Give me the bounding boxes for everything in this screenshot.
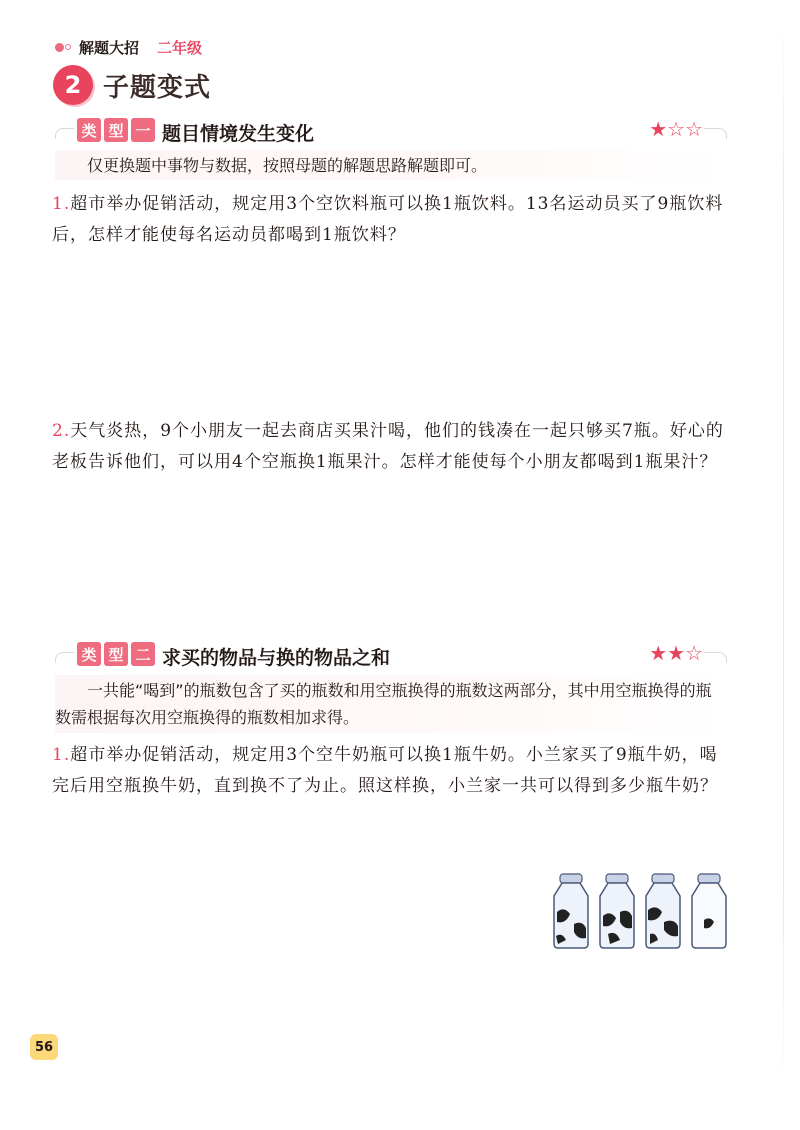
problem-2 [52,416,728,478]
type2-header [55,638,727,674]
type-tag [77,118,158,142]
type1-header [55,114,727,150]
problem-1 [52,189,728,251]
grade-label: 二年级 [157,38,203,57]
problem-number: 1. [52,745,71,765]
problem-1-type2 [52,740,728,802]
section-title [53,65,211,105]
type-title: 题目情境发生变化 [162,123,315,145]
type2-description-band [55,675,727,733]
type1-description-band [55,150,727,180]
milk-bottle-icon [692,874,726,948]
type-title: 求买的物品与换的物品之和 [162,647,391,669]
tag-char: 型 [104,642,128,666]
tag-char: 型 [104,118,128,142]
page-number: 56 [30,1034,58,1060]
milk-bottle-icon [600,874,634,948]
problem-text: 超市举办促销活动，规定用3个空牛奶瓶可以换1瓶牛奶。小兰家买了9瓶牛奶，喝完后用空瓶换牛奶，直到换不了为止。照这样换，小兰家一共可以得到多少瓶牛奶？ [52,745,718,796]
tag-char: 二 [131,642,155,666]
type-description: 一共能“喝到”的瓶数包含了买的瓶数和用空瓶换得的瓶数这两部分，其中用空瓶换得的瓶数需根据每次用空瓶换得的瓶数相加求得。 [55,681,712,727]
type-tag [77,642,158,666]
difficulty-stars-icon: ★☆☆ [649,117,703,141]
tag-char: 一 [131,118,155,142]
tag-char: 类 [77,642,101,666]
bullet-dots-icon [55,43,71,52]
milk-bottle-icon [646,874,680,948]
type-description: 仅更换题中事物与数据，按照母题的解题思路解题即可。 [87,156,488,175]
divider [704,128,727,139]
problem-text: 天气炎热，9个小朋友一起去商店买果汁喝，他们的钱凑在一起只够买7瓶。好心的老板告诉他们，可以用4个空瓶换1瓶果汁。怎样才能使每个小朋友都喝到1瓶果汁？ [52,421,724,472]
book-brand: 解题大招 [79,38,140,57]
section-number-badge: 2 [53,65,93,105]
divider [55,652,74,663]
section-heading: 子题变式 [103,72,212,103]
tag-char: 类 [77,118,101,142]
milk-bottle-icon [554,874,588,948]
problem-text: 超市举办促销活动，规定用3个空饮料瓶可以换1瓶饮料。13名运动员买了9瓶饮料后，怎样才能使每名运动员都喝到1瓶饮料？ [52,194,724,245]
divider [55,128,74,139]
problem-number: 1. [52,194,71,214]
problem-number: 2. [52,421,71,441]
divider [704,652,727,663]
difficulty-stars-icon: ★★☆ [649,641,703,665]
page-edge [783,10,784,1090]
milk-bottles-icon [552,872,730,952]
running-header [55,36,202,58]
